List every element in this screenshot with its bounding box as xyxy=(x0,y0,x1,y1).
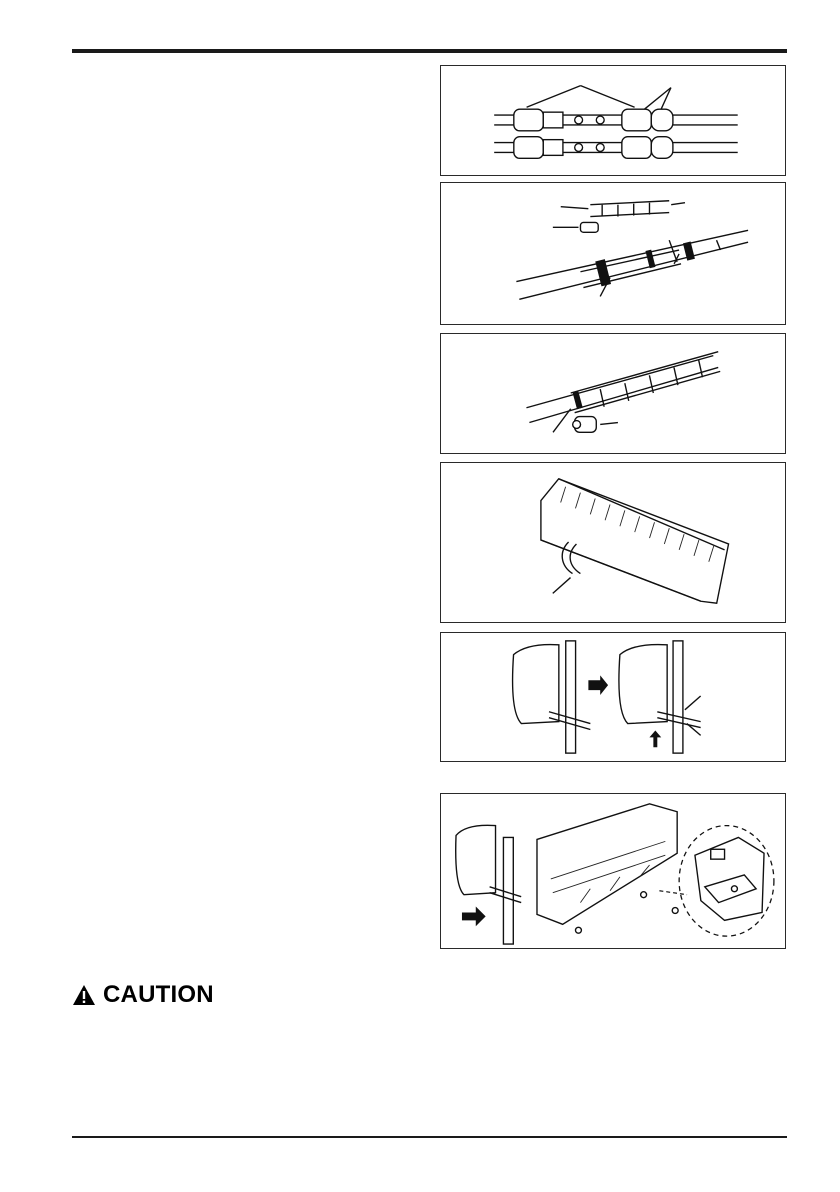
tape-wrap-illustration xyxy=(441,183,785,324)
warning-triangle-icon xyxy=(72,984,96,1006)
footer-rule xyxy=(72,1136,787,1138)
figure-mounting-plate-hooks xyxy=(440,793,786,949)
tape-roll-illustration xyxy=(441,334,785,453)
figure-indoor-unit-piping xyxy=(440,462,786,623)
figure-wrapped-pipe xyxy=(440,333,786,454)
figure-wall-mounting xyxy=(440,632,786,762)
indoor-unit-illustration xyxy=(441,463,785,622)
figure-pipe-insulation-joints xyxy=(440,65,786,176)
wall-hanging-illustration xyxy=(441,633,785,761)
figure-taping-pipes xyxy=(440,182,786,325)
caution-label: CAUTION xyxy=(103,981,214,1008)
header-rule xyxy=(72,49,787,53)
caution-heading xyxy=(72,982,214,1008)
pipe-joint-illustration xyxy=(441,66,785,175)
mounting-plate-illustration xyxy=(441,794,785,948)
